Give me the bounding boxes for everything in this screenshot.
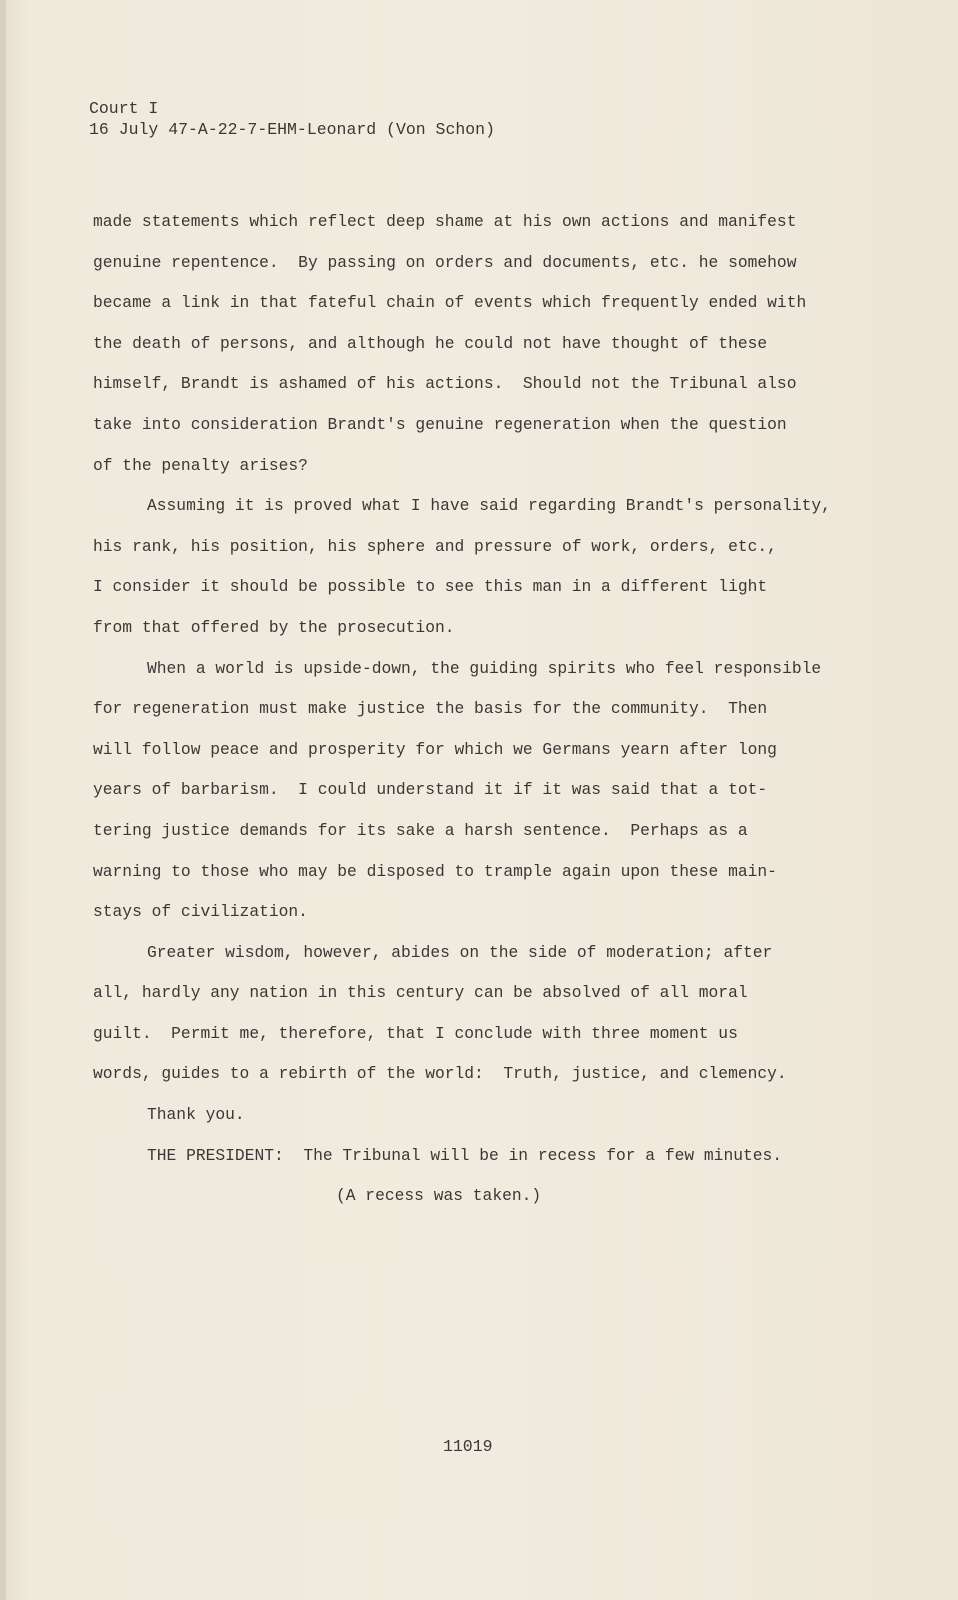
page-edge	[0, 0, 6, 1600]
text-line: of the penalty arises?	[93, 455, 308, 475]
text-line: stays of civilization.	[93, 902, 308, 922]
transcript-body	[93, 210, 831, 1225]
transcript-reference: 16 July 47-A-22-7-EHM-Leonard (Von Schon)	[89, 120, 495, 139]
text-line: THE PRESIDENT: The Tribunal will be in recess for a few minutes.	[147, 1145, 783, 1165]
text-line: I consider it should be possible to see this man in a different light	[93, 577, 768, 597]
text-line: the death of persons, and although he could not have thought of these	[93, 333, 768, 353]
court-label: Court I	[89, 99, 159, 118]
text-line: became a link in that fateful chain of events which frequently ended with	[93, 293, 807, 313]
text-line: years of barbarism. I could understand it if it was said that a tot-	[93, 780, 768, 800]
text-line: from that offered by the prosecution.	[93, 617, 455, 637]
text-line: all, hardly any nation in this century can be absolved of all moral	[93, 983, 748, 1003]
text-line: warning to those who may be disposed to trample again upon these main-	[93, 861, 777, 881]
text-line: take into consideration Brandt's genuine regeneration when the question	[93, 414, 787, 434]
text-line: (A recess was taken.)	[336, 1186, 542, 1206]
text-line: for regeneration must make justice the basis for the community. Then	[93, 699, 768, 719]
text-line: Assuming it is proved what I have said regarding Brandt's personality,	[147, 496, 831, 516]
text-line: Greater wisdom, however, abides on the side of moderation; after	[147, 942, 773, 962]
text-line: himself, Brandt is ashamed of his actions. Should not the Tribunal also	[93, 374, 797, 394]
text-line: will follow peace and prosperity for which we Germans yearn after long	[93, 739, 777, 759]
text-line: his rank, his position, his sphere and pressure of work, orders, etc.,	[93, 536, 777, 556]
text-line: tering justice demands for its sake a harsh sentence. Perhaps as a	[93, 820, 748, 840]
text-line: genuine repentence. By passing on orders and documents, etc. he somehow	[93, 252, 797, 272]
text-line: words, guides to a rebirth of the world: Truth, justice, and clemency.	[93, 1064, 787, 1084]
text-line: made statements which reflect deep shame at his own actions and manifest	[93, 212, 797, 231]
text-line: guilt. Permit me, therefore, that I conclude with three moment us	[93, 1023, 738, 1043]
text-line: Thank you.	[147, 1105, 245, 1125]
page-number: 11019	[443, 1437, 493, 1456]
document-header	[89, 98, 495, 140]
text-line: When a world is upside-down, the guiding spirits who feel responsible	[147, 658, 822, 678]
